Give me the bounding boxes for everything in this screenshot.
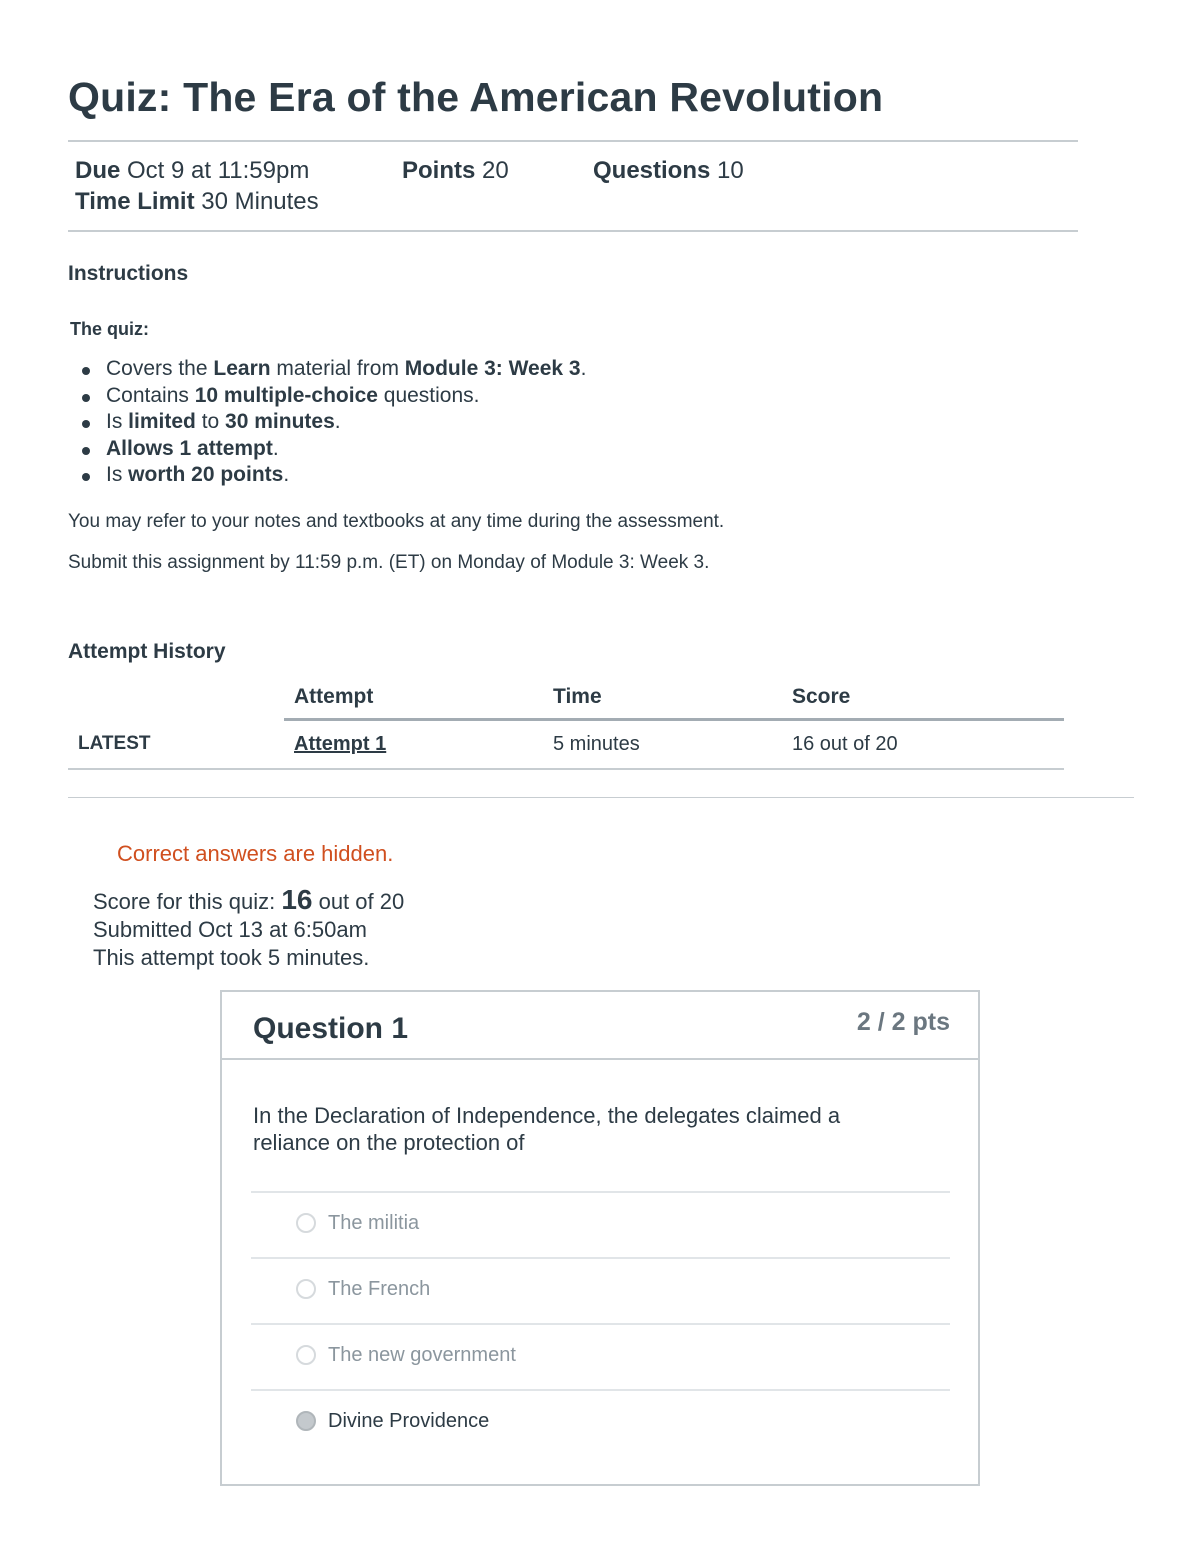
table-header-empty <box>68 676 284 720</box>
notes-paragraph: You may refer to your notes and textbooks at any time during the assessment. <box>68 511 725 532</box>
table-row <box>68 720 1064 770</box>
latest-label: LATEST <box>68 720 284 770</box>
quiz-label: The quiz: <box>70 319 149 339</box>
list-item: Is limited to 30 minutes. <box>106 409 586 436</box>
radio-button[interactable] <box>296 1213 316 1233</box>
answer-option[interactable] <box>251 1257 950 1323</box>
score-value: 16 <box>281 884 313 915</box>
answer-label: The militia <box>328 1212 420 1234</box>
due-date <box>75 157 309 185</box>
attempt-history-heading: Attempt History <box>68 640 226 663</box>
answer-option-selected[interactable] <box>251 1389 950 1455</box>
question-text: In the Declaration of Independence, the delegates claimed a reliance on the protection of <box>253 1103 841 1155</box>
questions-value: 10 <box>717 157 744 184</box>
time-limit <box>75 188 319 216</box>
due-value: Oct 9 at 11:59pm <box>127 157 310 184</box>
answer-label: The French <box>328 1278 431 1300</box>
column-header-time: Time <box>543 676 782 720</box>
column-header-score: Score <box>782 676 1064 720</box>
radio-button[interactable] <box>296 1345 316 1365</box>
column-header-attempt: Attempt <box>284 676 543 720</box>
question-card <box>220 990 980 1486</box>
questions-info <box>593 157 744 185</box>
meta-divider <box>68 230 1078 232</box>
questions-label: Questions <box>593 157 711 184</box>
answer-list <box>251 1191 950 1455</box>
score-summary <box>93 886 404 972</box>
time-cell: 5 minutes <box>543 720 782 770</box>
question-title: Question 1 <box>253 1012 409 1045</box>
score-cell: 16 out of 20 <box>782 720 1064 770</box>
list-item: Is worth 20 points. <box>106 462 586 489</box>
radio-button-selected[interactable] <box>296 1411 316 1431</box>
question-header <box>222 992 978 1060</box>
question-points: 2 / 2 pts <box>856 1008 950 1036</box>
answer-option[interactable] <box>251 1323 950 1389</box>
list-item: Allows 1 attempt. <box>106 436 586 463</box>
submit-paragraph: Submit this assignment by 11:59 p.m. (ET) on Monday of Module 3: Week 3. <box>68 552 710 573</box>
page-title: Quiz: The Era of the American Revolution <box>68 74 884 120</box>
answer-label-selected: Divine Providence <box>328 1410 490 1432</box>
title-divider <box>68 140 1078 142</box>
instructions-list <box>68 356 586 489</box>
points-value: 20 <box>482 157 509 184</box>
section-divider <box>68 797 1134 798</box>
submitted-time: Submitted Oct 13 at 6:50am <box>93 917 367 942</box>
points-label: Points <box>402 157 476 184</box>
attempt-link[interactable]: Attempt 1 <box>294 733 387 755</box>
list-item: Contains 10 multiple-choice questions. <box>106 383 586 410</box>
instructions-heading: Instructions <box>68 262 189 285</box>
time-limit-value: 30 Minutes <box>201 188 319 215</box>
attempt-cell <box>284 720 543 770</box>
time-limit-label: Time Limit <box>75 188 195 215</box>
quiz-score: Score for this quiz: 16 out of 20 <box>93 884 405 915</box>
answer-option[interactable] <box>251 1191 950 1257</box>
attempt-duration: This attempt took 5 minutes. <box>93 945 370 970</box>
radio-button[interactable] <box>296 1279 316 1299</box>
answer-label: The new government <box>328 1344 516 1366</box>
points-info <box>402 157 509 185</box>
list-item: Covers the Learn material from Module 3: Week 3. <box>106 356 586 383</box>
correct-answers-hidden-notice: Correct answers are hidden. <box>117 841 394 866</box>
attempt-history-table <box>68 676 1064 770</box>
due-label: Due <box>75 157 121 184</box>
